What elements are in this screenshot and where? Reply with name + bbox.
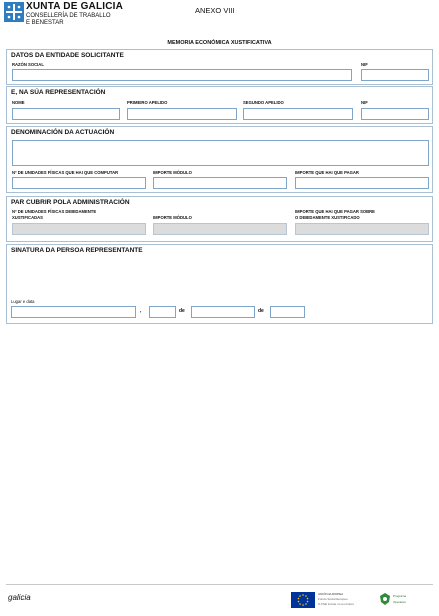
nome-label: NOME <box>12 100 25 105</box>
admin-units-field <box>12 223 146 235</box>
nome-field[interactable] <box>12 108 120 120</box>
de-separator-2: de <box>258 308 264 314</box>
nif-field[interactable] <box>361 69 429 81</box>
month-field[interactable] <box>191 306 255 318</box>
importe-modulo-label: IMPORTE MÓDULO <box>153 170 192 175</box>
importe-pagar-label: IMPORTE QUE HAI QUE PAGAR <box>295 170 359 175</box>
primeiro-apelido-label: PRIMEIRO APELIDO <box>127 100 168 105</box>
admin-importe-pagar-label-1: IMPORTE QUE HAI QUE PAGAR SOBRE <box>295 209 375 214</box>
document-title: MEMORIA ECONÓMICA XUSTIFICATIVA <box>167 40 272 46</box>
admin-importe-pagar-field <box>295 223 429 235</box>
admin-units-label-1: Nº DE UNIDADES FÍSICAS DEBIDAMENTE <box>12 209 97 214</box>
section-administration-title: PAR CUBRIR POLA ADMINISTRACIÓN <box>11 199 130 206</box>
annex-label: ANEXO VIII <box>195 6 235 15</box>
brand-title: XUNTA DE GALICIA <box>26 1 124 12</box>
day-field[interactable] <box>149 306 176 318</box>
section-applicant-title: DATOS DA ENTIDADE SOLICITANTE <box>11 52 124 59</box>
footer-divider <box>6 584 433 585</box>
section-representative <box>6 86 433 124</box>
section-applicant <box>6 49 433 85</box>
fund-text-line-2: Operativo <box>393 600 407 604</box>
fund-logo-icon <box>378 592 392 606</box>
department-line-1: CONSELLERÍA DE TRABALLO <box>26 13 111 19</box>
razon-social-label: RAZÓN SOCIAL <box>12 62 44 67</box>
lugar-data-label: Lugar e data <box>11 299 35 304</box>
eu-flag-icon <box>291 592 315 608</box>
department-line-2: E BENESTAR <box>26 20 64 26</box>
admin-importe-modulo-label: IMPORTE MÓDULO <box>153 215 192 220</box>
xunta-shield-icon <box>4 2 24 22</box>
section-administration <box>6 196 433 242</box>
admin-units-label-2: XUSTIFICADAS <box>12 215 43 220</box>
galicia-logo-text: galicia <box>8 593 31 602</box>
nif-label: NIF <box>361 62 368 67</box>
section-action-title: DENOMINACIÓN DA ACTUACIÓN <box>11 129 115 136</box>
section-signature <box>6 244 433 324</box>
primeiro-apelido-field[interactable] <box>127 108 237 120</box>
section-action <box>6 126 433 193</box>
lugar-field[interactable] <box>11 306 136 318</box>
section-representative-title: E, NA SÚA REPRESENTACIÓN <box>11 89 106 96</box>
eu-text-line-2: Fondo Social Europeo <box>318 597 348 601</box>
units-field[interactable] <box>12 177 146 189</box>
importe-pagar-field[interactable] <box>295 177 429 189</box>
importe-modulo-field[interactable] <box>153 177 287 189</box>
nif-representative-field[interactable] <box>361 108 429 120</box>
eu-text-line-3: O FSE inviste no teu futuro <box>318 602 355 606</box>
fund-text-line-1: Programa <box>393 594 407 598</box>
segundo-apelido-label: SEGUNDO APELIDO <box>243 100 284 105</box>
segundo-apelido-field[interactable] <box>243 108 353 120</box>
admin-importe-pagar-label-2: O DEBIDAMENTE XUSTIFICADO <box>295 215 360 220</box>
eu-text-line-1: UNIÓN EUROPEA <box>318 592 344 596</box>
section-signature-title: SINATURA DA PERSOA REPRESENTANTE <box>11 247 143 254</box>
de-separator-1: de <box>179 308 185 314</box>
comma-separator: , <box>140 308 142 314</box>
admin-importe-modulo-field <box>153 223 287 235</box>
year-field[interactable] <box>270 306 305 318</box>
razon-social-field[interactable] <box>12 69 352 81</box>
denominacion-field[interactable] <box>12 140 429 166</box>
units-label: Nº DE UNIDADES FÍSICAS QUE HAI QUE COMPUTAR <box>12 170 119 175</box>
nif-representative-label: NIF <box>361 100 368 105</box>
